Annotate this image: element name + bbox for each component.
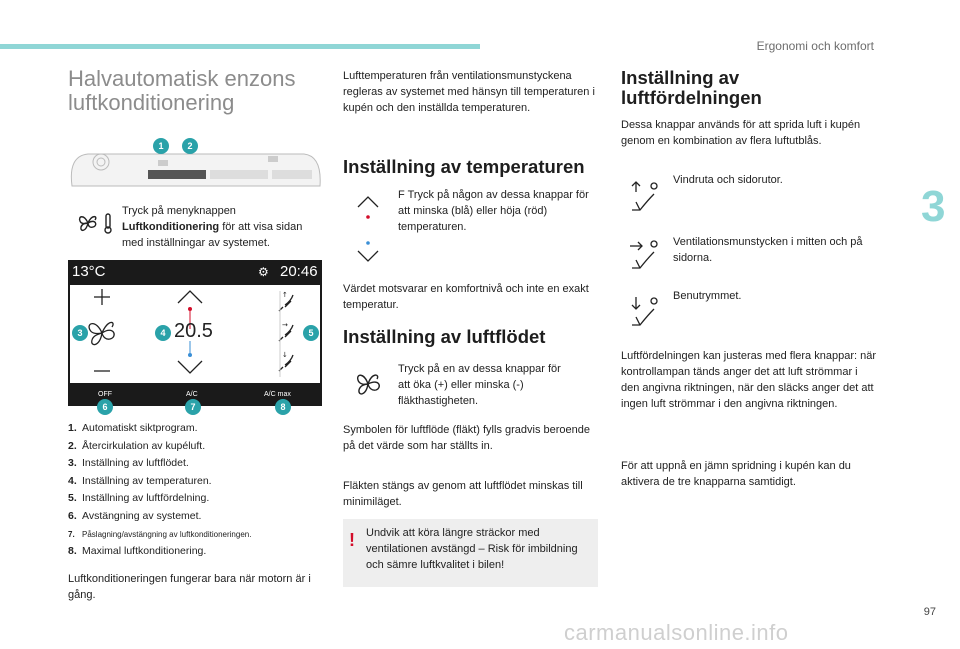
- callout-1: 1: [153, 138, 169, 154]
- distribution-heading: Inställning av luftfördelningen: [621, 67, 762, 108]
- chapter-number: 3: [921, 182, 946, 231]
- page-number: 97: [923, 606, 936, 618]
- outside-temperature: 13°C: [72, 263, 106, 280]
- clock: 20:46: [280, 263, 318, 280]
- option-center-vents: Ventilationsmunstycken i mitten och på sidorna.: [673, 236, 863, 264]
- svg-text:↓: ↓: [282, 351, 288, 359]
- list-item: 3. Inställning av luftflödet.: [68, 457, 189, 470]
- callout-7: 7: [185, 399, 201, 415]
- callout-6: 6: [97, 399, 113, 415]
- footwell-distribution-icon: [628, 295, 662, 329]
- temperature-note: Värdet motsvarar en komfortnivå och inte en exakt temperatur.: [343, 283, 589, 311]
- list-item: 6. Avstängning av systemet.: [68, 509, 202, 522]
- intro-text: Tryck på menyknappen Luftkonditionering för att visa sidan med inställningar av systemet.: [122, 205, 303, 249]
- option-windscreen: Vindruta och sidorutor.: [673, 174, 783, 186]
- warning-text: Undvik att köra längre sträckor med ventilationen avstängd – Risk för imbildning och sämre luftkvalitet i bilen!: [366, 527, 578, 571]
- callout-4: 4: [155, 325, 171, 341]
- option-footwell: Benutrymmet.: [673, 290, 742, 302]
- page-title: Halvautomatisk enzons luftkonditionering: [68, 66, 296, 115]
- distribution-note-2: För att uppnå en jämn spridning i kupén kan du aktivera de tre knapparna samtidigt.: [621, 460, 851, 488]
- ac-max-button[interactable]: A/C max: [264, 391, 291, 398]
- svg-text:↑: ↑: [282, 291, 288, 299]
- header-accent-bar: [0, 44, 480, 49]
- callout-5: 5: [303, 325, 319, 341]
- airflow-note-2: Fläkten stängs av genom att luftflödet minskas till minimiläget.: [343, 480, 583, 508]
- temperature-arrows-icon: [352, 195, 384, 263]
- center-vents-distribution-icon: [628, 238, 662, 272]
- off-button[interactable]: OFF: [98, 391, 112, 398]
- airflow-heading: Inställning av luftflödet: [343, 326, 546, 347]
- callout-3: 3: [72, 325, 88, 341]
- list-item: 2. Återcirkulation av kupéluft.: [68, 439, 206, 452]
- temperature-heading: Inställning av temperaturen: [343, 156, 585, 177]
- temperature-intro: Lufttemperaturen från ventilationsmunstyckena regleras av systemet med hänsyn till temperaturen i kupén och den inställda temperaturen.: [343, 70, 595, 114]
- watermark: carmanualsonline.info: [564, 620, 789, 645]
- list-item: 4. Inställning av temperaturen.: [68, 474, 212, 487]
- svg-text:→: →: [282, 321, 288, 329]
- airflow-instruction: Tryck på en av dessa knappar för att öka (+) eller minska (-) fläkthastigheten.: [398, 363, 561, 407]
- legend-list: [68, 420, 328, 561]
- distribution-intro: Dessa knappar används för att sprida luft i kupén genom en kombination av flera luftutblås.: [621, 119, 861, 147]
- list-item: 8. Maximal luftkonditionering.: [68, 545, 207, 558]
- windscreen-distribution-icon: [628, 180, 662, 214]
- list-item: 5. Inställning av luftfördelning.: [68, 492, 210, 505]
- distribution-note-1: Luftfördelningen kan justeras med flera knappar: när kontrollampan tänds anger det att luft strömmar i den angivna riktningen, när den släcks anger det att ingen luft strömmar i den angivna riktningen.: [621, 350, 876, 410]
- list-item: 1. Automatiskt siktprogram.: [68, 422, 198, 434]
- callout-2: 2: [182, 138, 198, 154]
- set-temperature: 20.5: [174, 320, 213, 342]
- list-item: 7. Påslagning/avstängning av luftkonditioneringen.: [68, 529, 252, 539]
- fan-icon: [352, 368, 384, 400]
- fan-thermometer-icon: [74, 210, 118, 236]
- chapter-title: Ergonomi och komfort: [756, 39, 874, 53]
- engine-note: Luftkonditioneringen fungerar bara när motorn är i gång.: [68, 573, 311, 601]
- ac-button[interactable]: A/C: [186, 391, 198, 398]
- warning-icon: !: [349, 530, 355, 550]
- temperature-instruction: F Tryck på någon av dessa knappar för att minska (blå) eller höja (röd) temperaturen.: [398, 189, 589, 233]
- sync-icon: ⚙: [258, 265, 269, 279]
- airflow-note-1: Symbolen för luftflöde (fläkt) fylls gradvis beroende på det värde som har ställts in.: [343, 424, 591, 452]
- callout-8: 8: [275, 399, 291, 415]
